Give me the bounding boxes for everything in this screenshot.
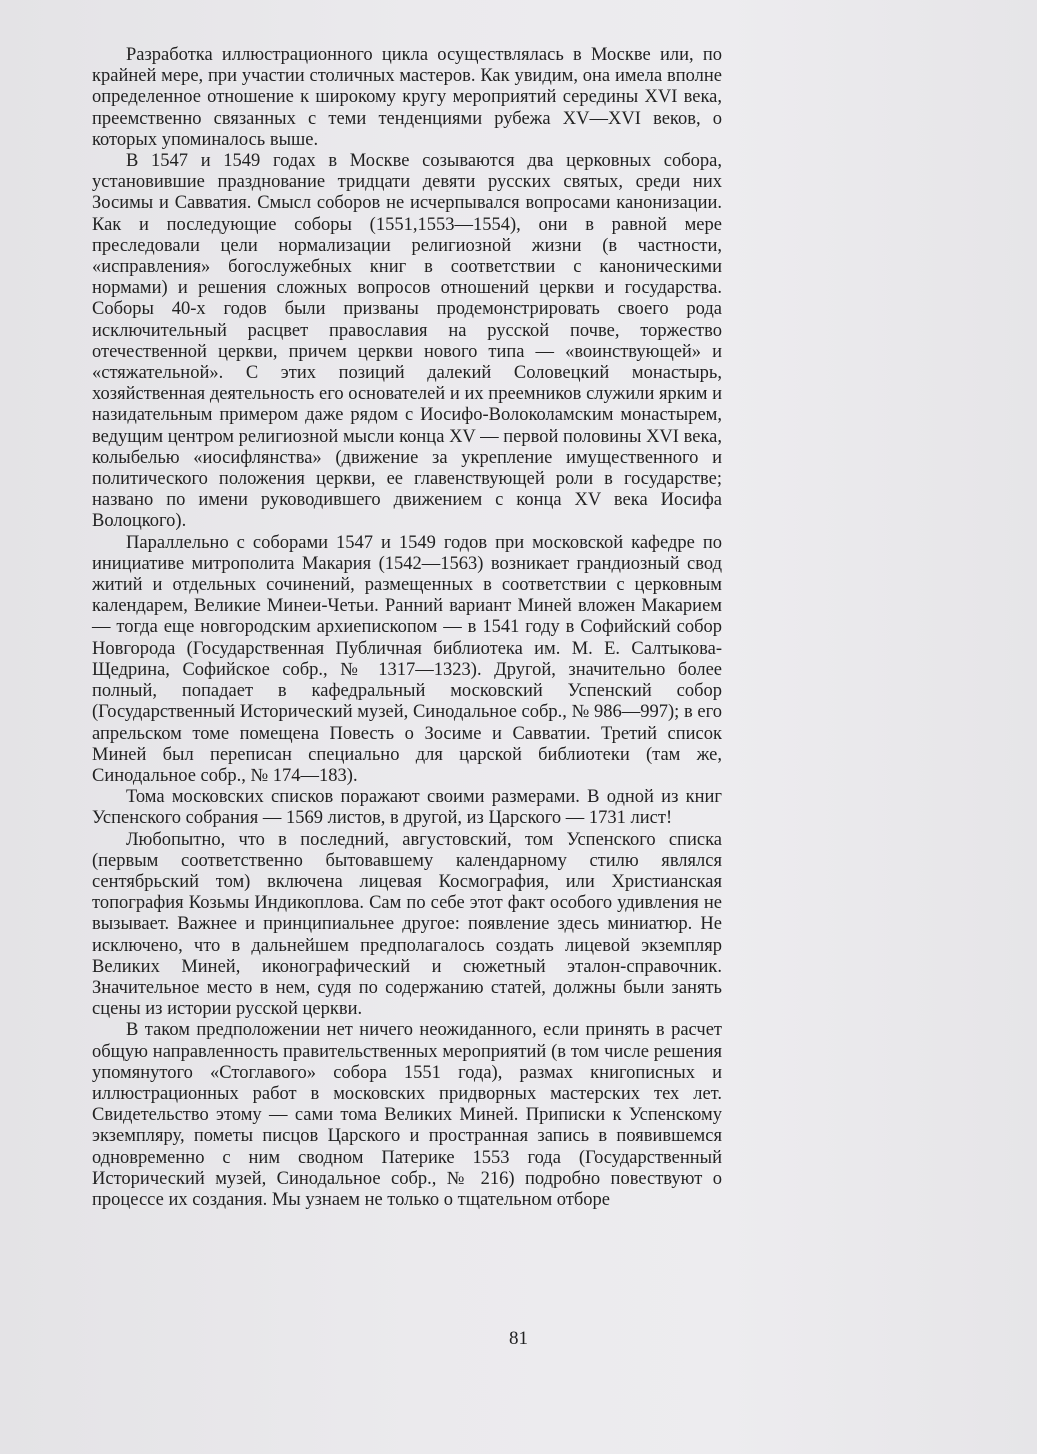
paragraph-6: В таком предположении нет ничего неожиданного, если принять в расчет общую направленность правительственных мероприятий (в том числе решения упомянутого «Стоглавого» собора 1551 года), размах книгописных и иллюстрационных работ в московских придворных мастерских тех лет. Свидетельство этому — сами тома Великих Миней. Приписки к Успенскому экземпляру, пометы писцов Царского и пространная запись в появившемся одновременно с ним сводном Патерике 1553 года (Государственный Исторический музей, Синодальное собр., № 216) подробно повествуют о процессе их создания. Мы узнаем не только о тщательном отборе [92, 1020, 722, 1210]
paragraph-1: Разработка иллюстрационного цикла осуществлялась в Москве или, по крайней мере, при участии столичных мастеров. Как увидим, она имела вполне определенное отношение к широкому кругу мероприятий середины XVI века, преемственно связанных с теми тенденциями рубежа XV—XVI веков, о которых упоминалось выше. [92, 45, 722, 150]
page-number: 81 [509, 1328, 528, 1349]
paragraph-4: Тома московских списков поражают своими размерами. В одной из книг Успенского собрания — 1569 листов, в другой, из Царского — 1731 лист! [92, 787, 722, 829]
body-text [92, 45, 722, 1211]
paragraph-3: Параллельно с соборами 1547 и 1549 годов при московской кафедре по инициативе митрополита Макария (1542—1563) возникает грандиозный свод житий и отдельных сочинений, размещенных в соответствии с церковным календарем, Великие Минеи-Четьи. Ранний вариант Миней вложен Макарием — тогда еще новгородским архиепископом — в 1541 году в Софийский собор Новгорода (Государственная Публичная библиотека им. М. Е. Салтыкова-Щедрина, Софийское собр., № 1317—1323). Другой, значительно более полный, попадает в кафедральный московский Успенский собор (Государственный Исторический музей, Синодальное собр., № 986—997); в его апрельском томе помещена Повесть о Зосиме и Савватии. Третий список Миней был переписан специально для царской библиотеки (там же, Синодальное собр., № 174—183). [92, 532, 722, 786]
paragraph-5: Любопытно, что в последний, августовский, том Успенского списка (первым соответственно бытовавшему календарному стилю являлся сентябрьский том) включена лицевая Космография, или Христианская топография Козьмы Индикоплова. Сам по себе этот факт особого удивления не вызывает. Важнее и принципиальнее другое: появление здесь миниатюр. Не исключено, что в дальнейшем предполагалось создать лицевой экземпляр Великих Миней, иконографический и сюжетный эталон-справочник. Значительное место в нем, судя по содержанию статей, должны были занять сцены из истории русской церкви. [92, 829, 722, 1020]
paragraph-2: В 1547 и 1549 годах в Москве созываются два церковных собора, установившие празднование тридцати девяти русских святых, среди них Зосимы и Савватия. Смысл соборов не исчерпывался вопросами канонизации. Как и последующие соборы (1551,1553—1554), они в равной мере преследовали цели нормализации религиозной жизни (в частности, «исправления» богослужебных книг в соответствии с каноническими нормами) и решения сложных вопросов отношений церкви и государства. Соборы 40-х годов были призваны продемонстрировать своего рода исключительный расцвет православия на русской почве, торжество отечественной церкви, причем церкви нового типа — «воинствующей» и «стяжательной». С этих позиций далекий Соловецкий монастырь, хозяйственная деятельность его основателей и их преемников служили ярким и назидательным примером даже рядом с Иосифо-Волоколамским монастырем, ведущим центром религиозной мысли конца XV — первой половины XVI века, колыбелью «иосифлянства» (движение за укрепление имущественного и политического положения церкви, ее главенствующей роли в государстве; названо по имени руководившего движением с конца XV века Иосифа Волоцкого). [92, 151, 722, 532]
